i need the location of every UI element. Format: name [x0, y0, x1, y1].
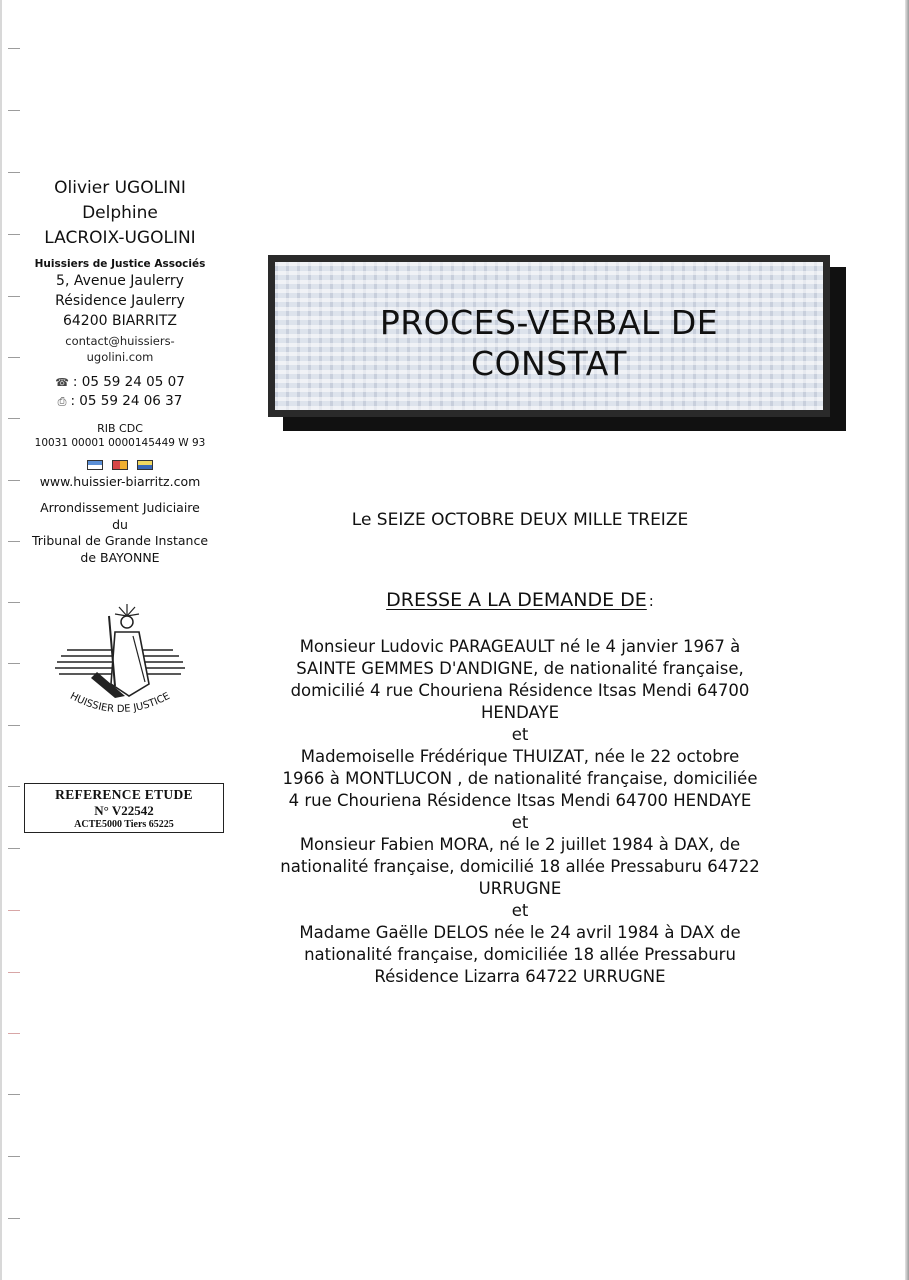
associates-label: Huissiers de Justice Associés	[34, 258, 206, 270]
margin-tick	[8, 602, 20, 603]
margin-tick	[8, 786, 20, 787]
reference-number: N° V22542	[94, 803, 154, 818]
request-colon: :	[648, 592, 654, 610]
margin-tick	[8, 234, 20, 235]
margin-tick	[8, 480, 20, 481]
title-line-1: PROCES-VERBAL DE	[379, 303, 719, 342]
bailiff-names	[20, 176, 220, 251]
fax-number: : 05 59 24 06 37	[70, 393, 183, 409]
letterhead	[20, 176, 220, 717]
margin-tick	[8, 1156, 20, 1157]
fax-icon: ⎙	[57, 395, 67, 408]
page-edge-left	[0, 0, 2, 1280]
bailiff-name-3: LACROIX-UGOLINI	[44, 228, 196, 248]
court-line: du	[112, 516, 128, 532]
visa-card-icon	[137, 460, 153, 470]
emblem-text: HUISSIER DE JUSTICE	[68, 690, 172, 716]
margin-tick	[8, 1218, 20, 1219]
margin-tick	[8, 110, 20, 111]
email-address	[20, 333, 220, 365]
margin-tick	[8, 418, 20, 419]
margin-tick	[8, 972, 20, 973]
margin-tick	[8, 725, 20, 726]
court-line: de BAYONNE	[80, 549, 160, 565]
website-url: www.huissier-biarritz.com	[39, 474, 201, 489]
page-edge-right	[905, 0, 909, 1280]
margin-tick	[8, 910, 20, 911]
party-line: HENDAYE	[480, 703, 560, 722]
party-line: 4 rue Chouriena Résidence Itsas Mendi 64700 HENDAYE	[288, 791, 752, 810]
connector-et: et	[511, 901, 529, 920]
party-line: nationalité française, domiciliée 18 allée Pressaburu	[304, 945, 736, 964]
party-line: domicilié 4 rue Chouriena Résidence Itsas Mendi 64700	[290, 681, 750, 700]
rib-number: 10031 00001 0000145449 W 93	[34, 437, 206, 449]
request-heading: DRESSE A LA DEMANDE DE	[386, 589, 647, 611]
fax-row	[20, 392, 220, 411]
huissier-emblem-icon	[45, 602, 195, 717]
phone-numbers	[20, 373, 220, 411]
bailiff-name-1: Olivier UGOLINI	[54, 178, 186, 198]
email-line: ugolini.com	[86, 350, 154, 364]
party-block	[250, 636, 790, 724]
payment-cards	[20, 454, 220, 466]
court-line: Tribunal de Grande Instance	[31, 533, 209, 548]
rib-label: RIB CDC	[97, 422, 143, 435]
party-block	[250, 834, 790, 900]
margin-tick	[8, 172, 20, 173]
margin-tick	[8, 1033, 20, 1034]
party-line: Madame Gaëlle DELOS née le 24 avril 1984 à DAX de	[299, 923, 741, 942]
parties-list	[250, 636, 790, 988]
party-block	[250, 922, 790, 988]
bank-card-icon	[87, 460, 103, 470]
bank-details	[20, 421, 220, 451]
address-line: Résidence Jaulerry	[55, 293, 185, 309]
party-line: Monsieur Fabien MORA, né le 2 juillet 1984 à DAX, de	[299, 835, 741, 854]
margin-tick	[8, 1094, 20, 1095]
party-line: Mademoiselle Frédérique THUIZAT, née le 22 octobre	[300, 747, 740, 766]
bailiff-name-2: Delphine	[82, 203, 158, 223]
title-box	[268, 255, 830, 417]
party-block	[250, 746, 790, 812]
phone-row	[20, 373, 220, 392]
party-line: 1966 à MONTLUCON , de nationalité française, domiciliée	[282, 769, 758, 788]
court-line: Arrondissement Judiciaire	[40, 500, 200, 515]
address-line: 64200 BIARRITZ	[62, 313, 178, 329]
party-line: URRUGNE	[478, 879, 562, 898]
connector-et: et	[511, 725, 529, 744]
margin-tick	[8, 541, 20, 542]
reference-title: REFERENCE ETUDE	[55, 787, 193, 802]
court-jurisdiction	[20, 500, 220, 566]
document-date: Le SEIZE OCTOBRE DEUX MILLE TREIZE	[351, 510, 689, 530]
margin-tick	[8, 48, 20, 49]
connector-et: et	[511, 813, 529, 832]
reference-acte: ACTE5000 Tiers 65225	[74, 819, 174, 830]
title-line-2: CONSTAT	[471, 344, 627, 383]
email-line: contact@huissiers-	[65, 334, 175, 348]
margin-tick	[8, 296, 20, 297]
margin-tick	[8, 357, 20, 358]
document-title	[275, 302, 823, 384]
party-line: nationalité française, domicilié 18 allée Pressaburu 64722	[280, 857, 760, 876]
party-line: Monsieur Ludovic PARAGEAULT né le 4 janvier 1967 à	[299, 637, 741, 656]
phone-number: : 05 59 24 05 07	[72, 374, 185, 390]
office-address	[20, 271, 220, 331]
telephone-icon: ☎	[55, 376, 69, 389]
reference-box	[24, 783, 224, 833]
margin-tick	[8, 848, 20, 849]
request-heading-row	[250, 589, 790, 611]
party-line: Résidence Lizarra 64722 URRUGNE	[374, 967, 666, 986]
margin-tick	[8, 663, 20, 664]
party-line: SAINTE GEMMES D'ANDIGNE, de nationalité française,	[296, 659, 744, 678]
address-line: 5, Avenue Jaulerry	[56, 273, 184, 289]
mastercard-icon	[112, 460, 128, 470]
